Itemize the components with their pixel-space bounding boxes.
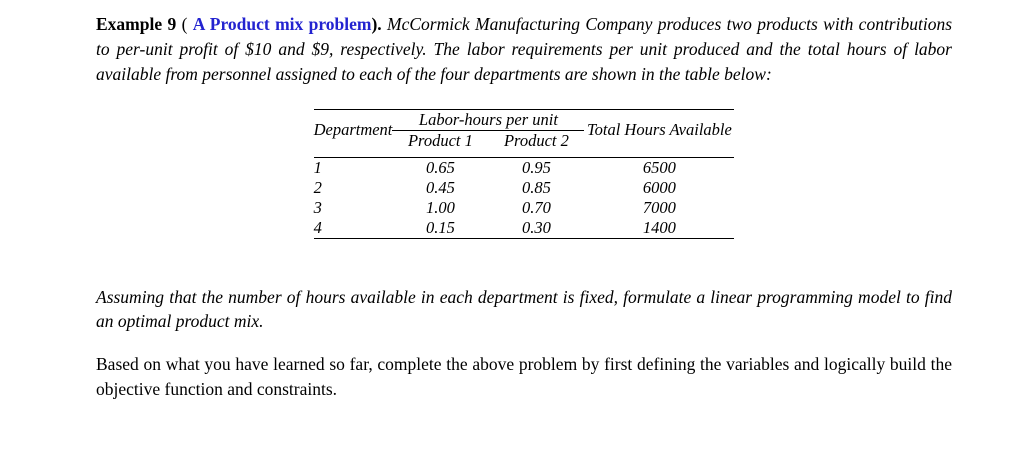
cell-product-2: 0.85 [521, 177, 551, 197]
header-total-hours: Total Hours Available [584, 109, 734, 151]
document-content [96, 12, 952, 402]
header-department: Department [314, 109, 393, 151]
cell-product-1: 0.15 [392, 218, 488, 239]
close-paren: ). [371, 14, 382, 34]
cell-product-2: 0.70 [521, 197, 551, 217]
table-row [314, 178, 735, 198]
open-paren: ( [176, 14, 193, 34]
labor-hours-table [314, 109, 735, 239]
cell-total: 7000 [642, 197, 676, 217]
table-row [314, 218, 735, 239]
header-product-1: Product 1 [407, 130, 473, 150]
cell-department: 2 [313, 177, 322, 197]
table-header-row-1 [314, 109, 735, 130]
header-labor-hours-group: Labor-hours per unit [392, 109, 584, 130]
labor-table-wrapper [96, 109, 952, 239]
cell-total: 1400 [584, 218, 734, 239]
example-title-link[interactable]: A Product mix problem [192, 14, 372, 34]
post-table-section [96, 285, 952, 402]
assuming-paragraph: Assuming that the number of hours available in each department is fixed, formulate a linear programming model to find an optimal product mix. [96, 286, 952, 332]
closing-paragraph: Based on what you have learned so far, complete the above problem by first defining the variables and logically build the objective function and constraints. [96, 354, 952, 400]
header-product-2: Product 2 [503, 130, 569, 150]
cell-product-1: 1.00 [425, 197, 455, 217]
cell-product-1: 0.45 [425, 177, 455, 197]
cell-product-2: 0.30 [488, 218, 584, 239]
cell-department: 1 [313, 157, 322, 177]
cell-total: 6000 [642, 177, 676, 197]
table-row [314, 157, 735, 178]
example-intro-text: McCormick Manufacturing Company produces two products with contributions to per-unit profit of $10 and $9, respectively. The labor requirements per unit produced and the total hours of labor available from personnel assigned to each of the four departments are shown in the table below: [96, 14, 953, 84]
example-label: Example 9 [96, 14, 177, 34]
table-row [314, 198, 735, 218]
cell-product-2: 0.95 [521, 157, 551, 177]
cell-product-1: 0.65 [425, 157, 455, 177]
example-paragraph [96, 12, 952, 87]
cell-department: 3 [313, 197, 322, 217]
cell-department: 4 [314, 218, 393, 239]
cell-total: 6500 [642, 157, 676, 177]
